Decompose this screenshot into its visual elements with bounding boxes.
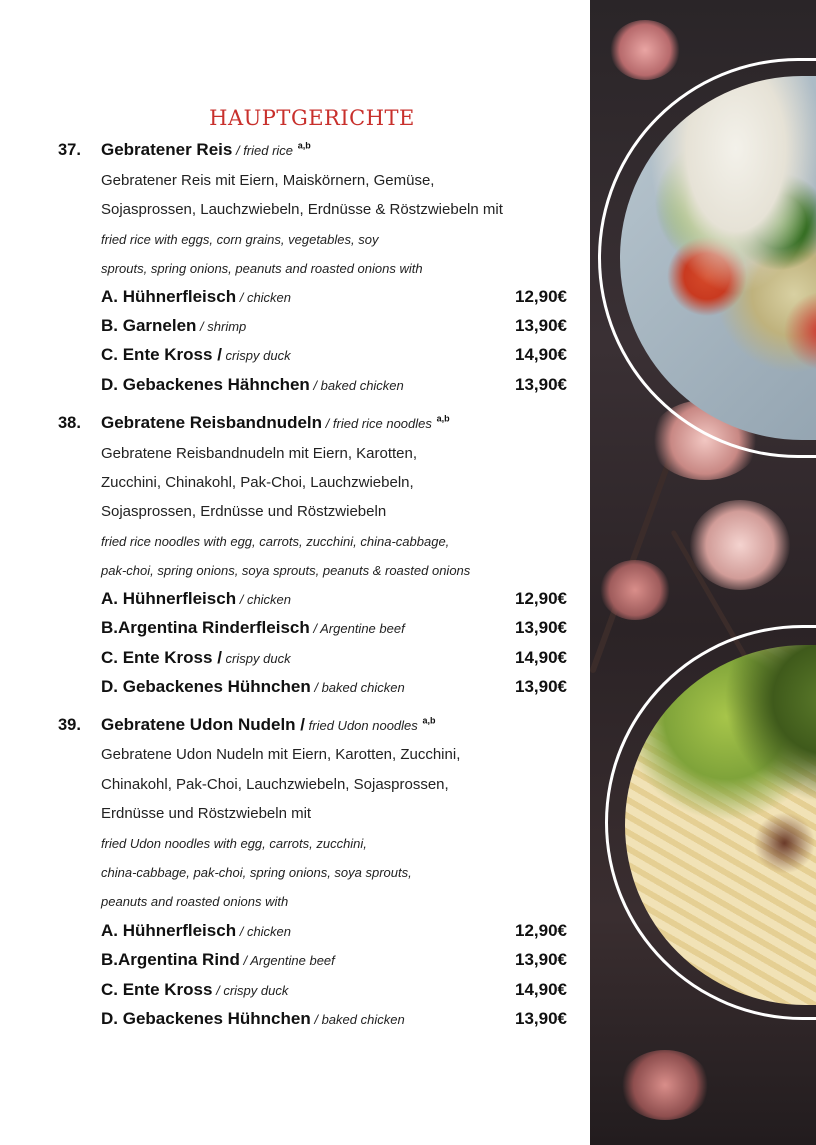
dish-option	[101, 980, 567, 1002]
option-price: 12,90€	[515, 287, 567, 306]
option-english: crispy duck	[225, 651, 291, 666]
option-label: C. Ente Kross	[101, 980, 213, 999]
dish-description-de: Erdnüsse und Röstzwiebeln mit	[101, 805, 312, 822]
option-english: baked chicken	[321, 680, 405, 695]
dish-option	[101, 950, 567, 972]
option-name	[101, 589, 291, 609]
option-name	[101, 921, 291, 941]
option-price: 12,90€	[515, 921, 567, 940]
option-price: 13,90€	[515, 316, 567, 335]
dish-description-en: china-cabbage, pak-choi, spring onions, soya sprouts,	[101, 865, 412, 880]
dish-description-de: Zucchini, Chinakohl, Pak-Choi, Lauchzwiebeln,	[101, 474, 414, 491]
dish-name: Gebratene Udon Nudeln /	[101, 715, 306, 734]
option-label: D. Gebackenes Hähnchen	[101, 375, 310, 394]
dish-description-en: fried rice noodles with egg, carrots, zucchini, china-cabbage,	[101, 534, 450, 549]
dish-description-de: Gebratene Udon Nudeln mit Eiern, Karotten, Zucchini,	[101, 746, 461, 763]
dish-description-en: fried Udon noodles with egg, carrots, zucchini,	[101, 836, 367, 851]
dish-name: Gebratene Reisbandnudeln	[101, 413, 323, 432]
dish-option	[101, 589, 567, 611]
option-label: A. Hühnerfleisch	[101, 589, 237, 608]
dish-separator: /	[232, 143, 244, 158]
option-english: chicken	[246, 592, 292, 607]
option-price: 14,90€	[515, 648, 567, 667]
dish-number: 38.	[58, 414, 81, 432]
option-price: 13,90€	[515, 1009, 567, 1028]
option-label: B. Garnelen	[101, 316, 197, 335]
option-english: shrimp	[207, 319, 247, 334]
option-name	[101, 950, 335, 970]
option-separator: /	[239, 953, 251, 968]
option-name	[101, 375, 404, 395]
dish-description-en: pak-choi, spring onions, soya sprouts, peanuts & roasted onions	[101, 563, 471, 578]
dish-description-en: sprouts, spring onions, peanuts and roasted onions with	[101, 261, 423, 276]
dish-option	[101, 345, 567, 367]
dish-english-name: fried Udon noodles	[308, 718, 418, 733]
blossom-decoration	[690, 500, 790, 590]
dish-description-de: Sojasprossen, Lauchzwiebeln, Erdnüsse & Röstzwiebeln mit	[101, 201, 503, 218]
option-price: 13,90€	[515, 618, 567, 637]
option-price: 13,90€	[515, 677, 567, 696]
option-price: 14,90€	[515, 345, 567, 364]
dish-english-name: fried rice	[243, 143, 294, 158]
blossom-decoration	[600, 560, 670, 620]
dish-option	[101, 375, 567, 397]
option-label: A. Hühnerfleisch	[101, 287, 237, 306]
option-name	[101, 648, 291, 668]
dish-option	[101, 648, 567, 670]
dish-number: 39.	[58, 716, 81, 734]
option-english: baked chicken	[321, 1012, 405, 1027]
option-price: 14,90€	[515, 980, 567, 999]
option-price: 13,90€	[515, 950, 567, 969]
dish-description-de: Chinakohl, Pak-Choi, Lauchzwiebeln, Sojasprossen,	[101, 776, 449, 793]
option-separator: /	[236, 592, 247, 607]
dish-name: Gebratener Reis	[101, 140, 233, 159]
allergen-codes: a,b	[436, 413, 450, 424]
dish-description-en: peanuts and roasted onions with	[101, 894, 289, 909]
dish-option	[101, 316, 567, 338]
option-english: chicken	[246, 290, 292, 305]
option-name	[101, 618, 405, 638]
option-separator: /	[196, 319, 208, 334]
allergen-codes: a,b	[297, 140, 311, 151]
option-english: Argentine beef	[250, 953, 335, 968]
option-name	[101, 1009, 405, 1029]
option-english: crispy duck	[225, 348, 291, 363]
dish-description-de: Gebratene Reisbandnudeln mit Eiern, Karotten,	[101, 445, 418, 462]
option-name	[101, 980, 288, 1000]
dish-separator: /	[322, 416, 333, 431]
dish-option	[101, 921, 567, 943]
option-english: Argentine beef	[320, 621, 405, 636]
option-price: 13,90€	[515, 375, 567, 394]
option-english: baked chicken	[320, 378, 404, 393]
dish-title	[101, 140, 311, 160]
option-label: A. Hühnerfleisch	[101, 921, 237, 940]
dish-option	[101, 618, 567, 640]
dish-number: 37.	[58, 141, 81, 159]
option-label: B.Argentina Rind	[101, 950, 240, 969]
option-label: B.Argentina Rinderfleisch	[101, 618, 310, 637]
option-label: C. Ente Kross /	[101, 345, 222, 364]
dish-title	[101, 413, 450, 433]
dish-title	[101, 715, 436, 735]
option-name	[101, 316, 246, 336]
dish-option	[101, 1009, 567, 1031]
option-separator: /	[236, 924, 247, 939]
option-separator: /	[212, 983, 224, 998]
dish-option	[101, 287, 567, 309]
dish-option	[101, 677, 567, 699]
option-separator: /	[310, 680, 322, 695]
dish-description-de: Sojasprossen, Erdnüsse und Röstzwiebeln	[101, 503, 387, 520]
dish-english-name: fried rice noodles	[332, 416, 432, 431]
blossom-decoration	[610, 20, 680, 80]
option-separator: /	[310, 1012, 322, 1027]
option-separator: /	[236, 290, 247, 305]
option-name	[101, 345, 291, 365]
option-label: D. Gebackenes Hühnchen	[101, 677, 311, 696]
section-title: HAUPTGERICHTE	[209, 106, 415, 130]
blossom-decoration	[620, 1050, 710, 1120]
option-name	[101, 677, 405, 697]
option-english: chicken	[246, 924, 292, 939]
allergen-codes: a,b	[422, 715, 436, 726]
option-separator: /	[309, 378, 321, 393]
option-label: C. Ente Kross /	[101, 648, 222, 667]
option-price: 12,90€	[515, 589, 567, 608]
option-english: crispy duck	[223, 983, 289, 998]
option-name	[101, 287, 291, 307]
option-separator: /	[309, 621, 321, 636]
dish-description-en: fried rice with eggs, corn grains, vegetables, soy	[101, 232, 379, 247]
option-label: D. Gebackenes Hühnchen	[101, 1009, 311, 1028]
dish-description-de: Gebratener Reis mit Eiern, Maiskörnern, Gemüse,	[101, 172, 435, 189]
